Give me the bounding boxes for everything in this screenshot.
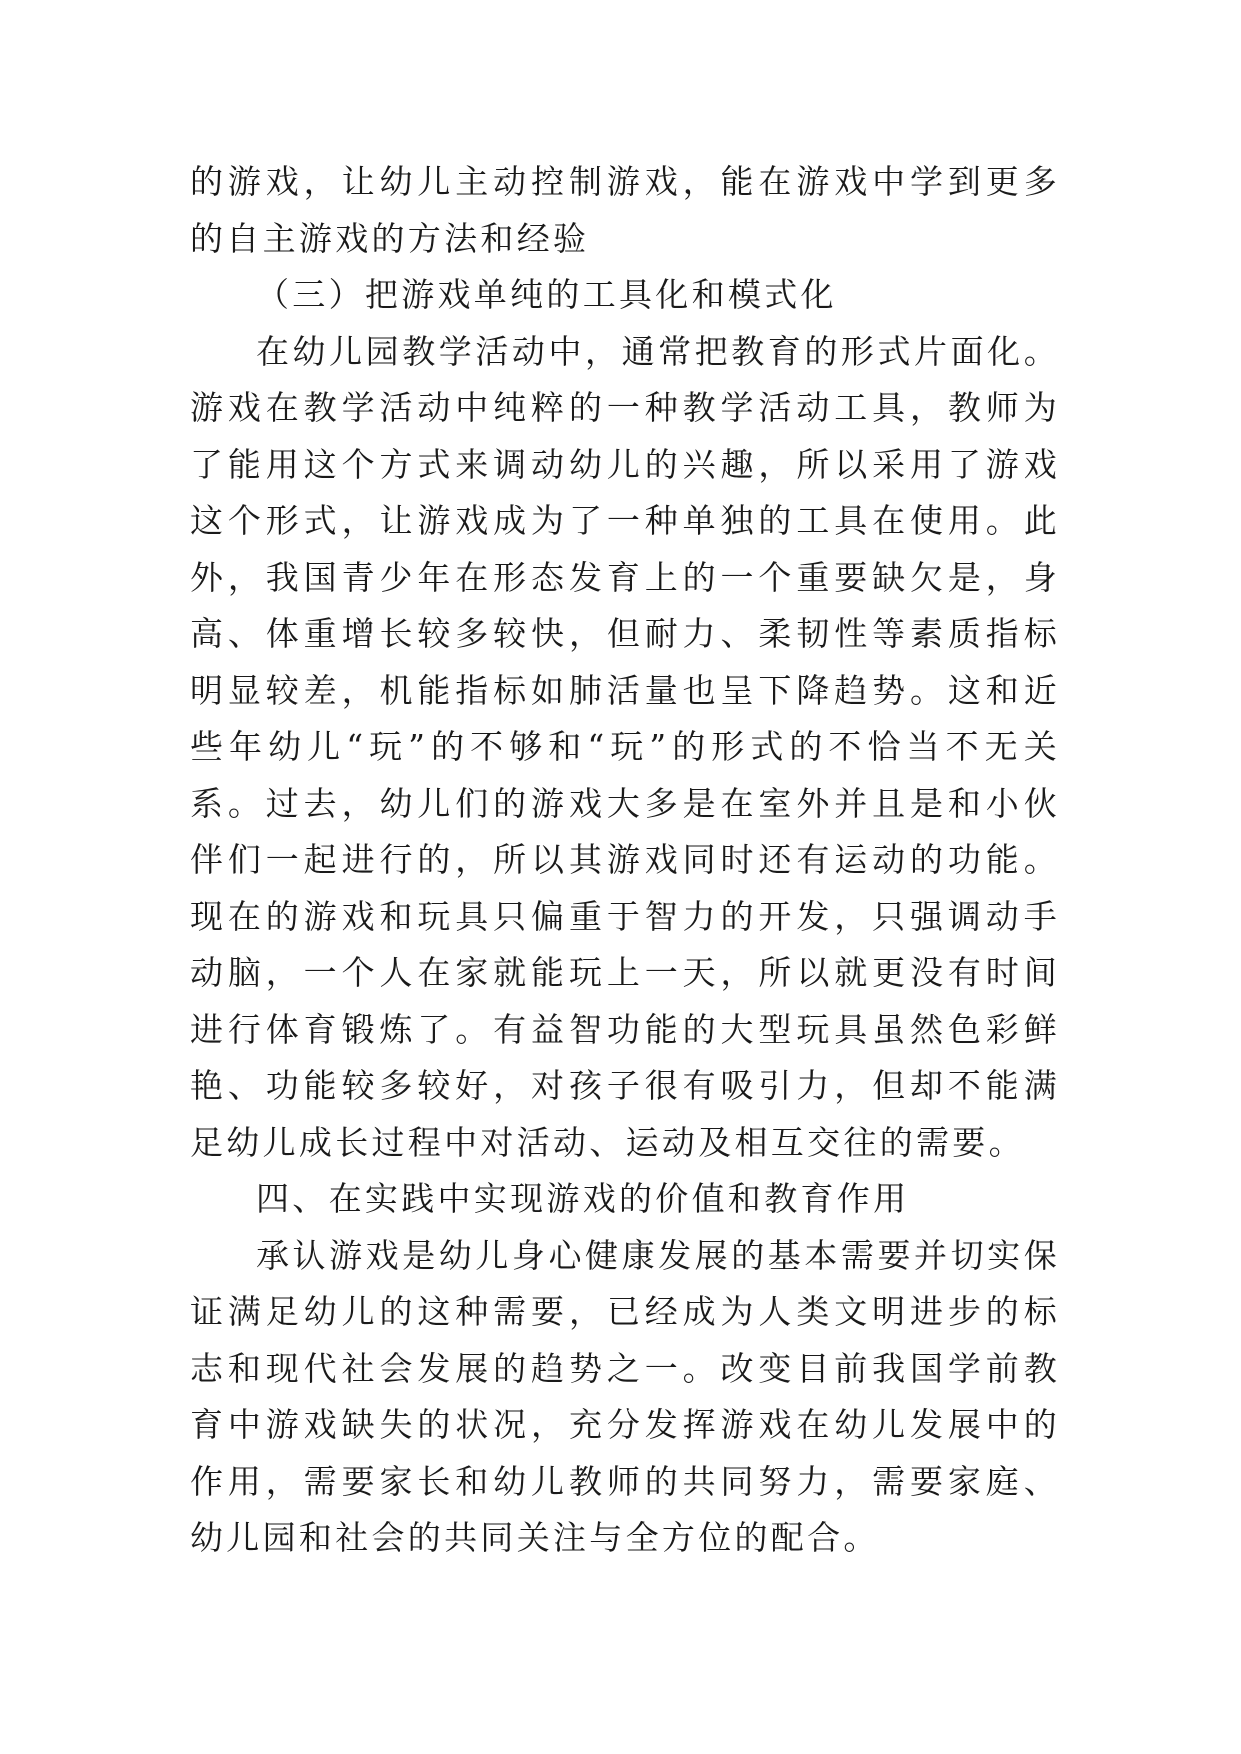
section-heading-3: （三）把游戏单纯的工具化和模式化 — [256, 275, 837, 314]
document-body — [190, 154, 1060, 1567]
paragraph-tool-formalization: 在幼儿园教学活动中，通常把教育的形式片面化。游戏在教学活动中纯粹的一种教学活动工具，教师为了能用这个方式来调动幼儿的兴趣，所以采用了游戏这个形式，让游戏成为了一种单独的工具在使用。此外，我国青少年在形态发育上的一个重要缺欠是，身高、体重增长较多较快，但耐力、柔韧性等素质指标明显较差，机能指标如肺活量也呈下降趋势。这和近些年幼儿“玩”的不够和“玩”的形式的不恰当不无关系。过去，幼儿们的游戏大多是在室外并且是和小伙伴们一起进行的，所以其游戏同时还有运动的功能。现在的游戏和玩具只偏重于智力的开发，只强调动手动脑，一个人在家就能玩上一天，所以就更没有时间进行体育锻炼了。有益智功能的大型玩具虽然色彩鲜艳、功能较多较好，对孩子很有吸引力，但却不能满足幼儿成长过程中对活动、运动及相互交往的需要。 — [190, 331, 1060, 1162]
paragraph-continuation: 的游戏，让幼儿主动控制游戏，能在游戏中学到更多的自主游戏的方法和经验 — [190, 162, 1060, 258]
section-heading-4: 四、在实践中实现游戏的价值和教育作用 — [256, 1179, 910, 1218]
paragraph-practice: 承认游戏是幼儿身心健康发展的基本需要并切实保证满足幼儿的这种需要，已经成为人类文明进步的标志和现代社会发展的趋势之一。改变目前我国学前教育中游戏缺失的状况，充分发挥游戏在幼儿发展中的作用，需要家长和幼儿教师的共同努力，需要家庭、幼儿园和社会的共同关注与全方位的配合。 — [190, 1235, 1060, 1557]
